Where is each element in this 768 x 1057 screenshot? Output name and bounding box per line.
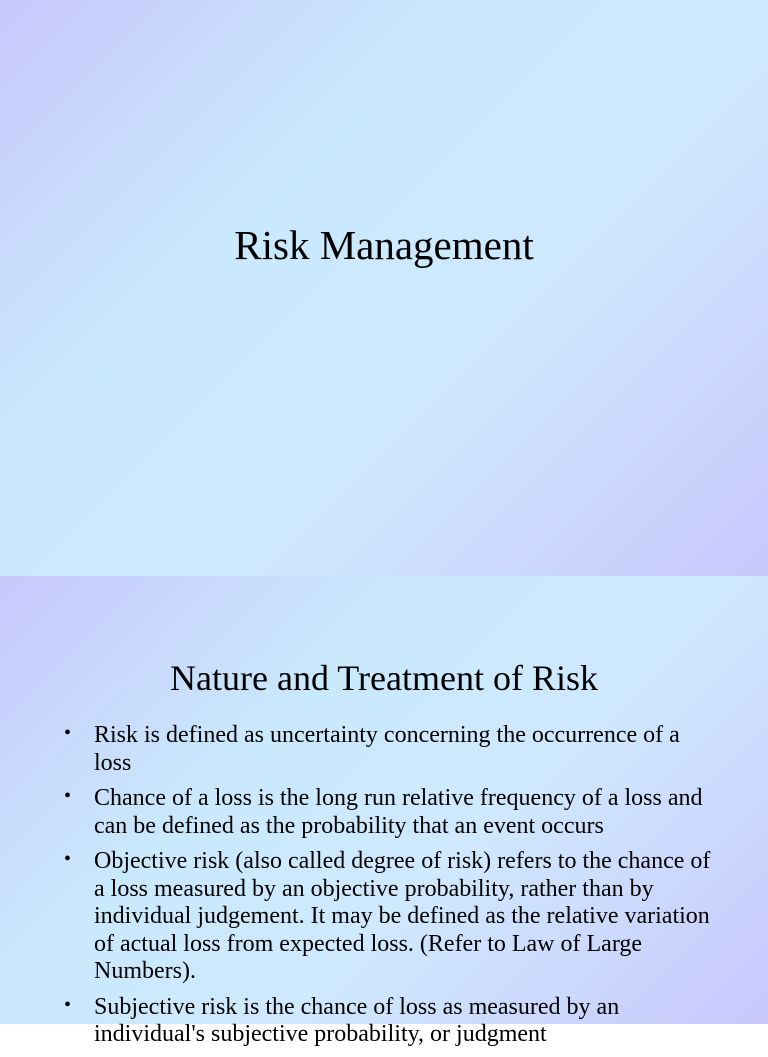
bullet-text: Chance of a loss is the long run relative frequency of a loss and can be defined as the probability that an event occurs <box>94 785 703 839</box>
slide-title: Nature and Treatment of Risk <box>170 658 598 698</box>
bullet-item <box>62 848 722 986</box>
bullet-text: Objective risk (also called degree of risk) refers to the chance of a loss measured by an objective probability, rather than by individual judgement. It may be defined as the relative variation of actual loss from expected loss. (Refer to Law of Large Numbers). <box>94 848 711 984</box>
bullet-marker: • <box>64 785 72 807</box>
bullet-text: Risk is defined as uncertainty concerning the occurrence of a loss <box>94 722 680 776</box>
bullet-list <box>62 722 722 1057</box>
bullet-marker: • <box>64 993 72 1016</box>
bullet-text: Subjective risk is the chance of loss as measured by an individual's subjective probability, or judgment <box>94 993 620 1047</box>
slide-title: Risk Management <box>234 222 534 268</box>
bullet-item <box>62 722 722 777</box>
slide-2 <box>0 576 768 1047</box>
bullet-marker: • <box>64 722 72 744</box>
bullet-item <box>62 785 722 840</box>
bullet-item <box>62 994 722 1049</box>
bullet-marker: • <box>64 848 72 870</box>
